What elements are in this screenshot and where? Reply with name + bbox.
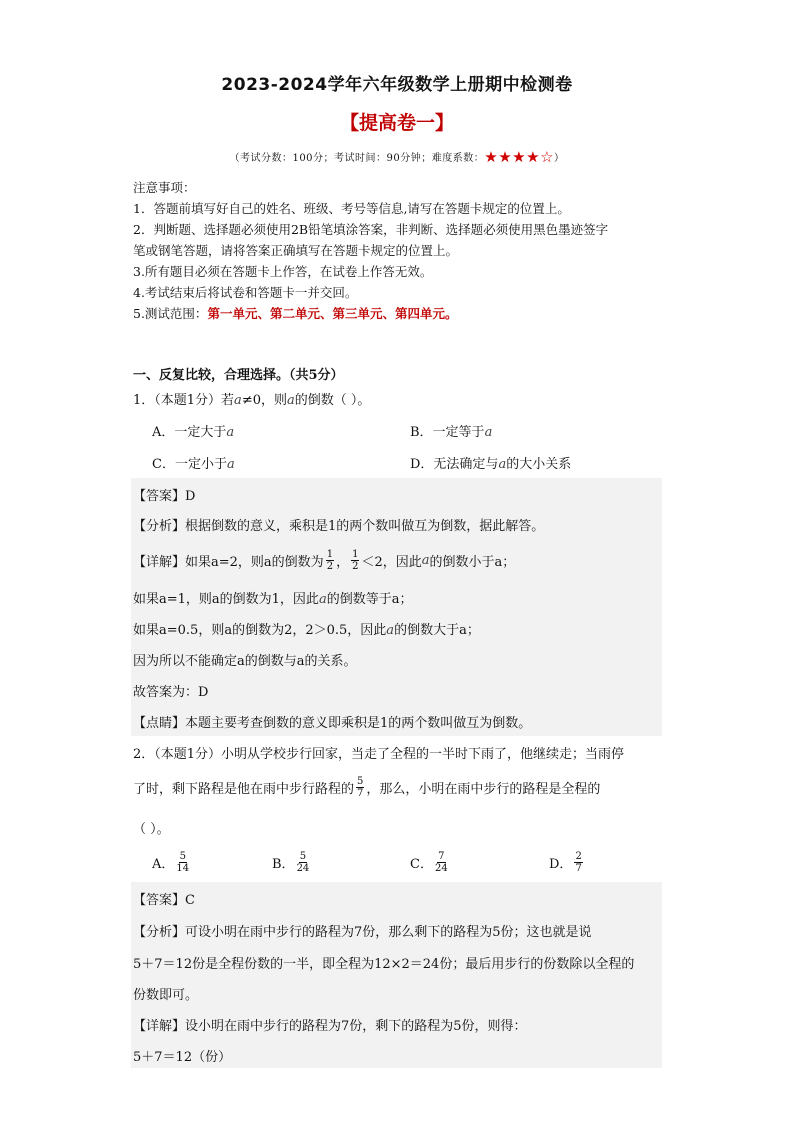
q1-option-d: D．无法确定与a的大小关系	[410, 457, 572, 472]
meta-prefix: （考试分数：100分；考试时间：90分钟；难度系数：	[229, 153, 485, 164]
q2-stem-line-1: 2．（本题1分）小明从学校步行回家，当走了全程的一半时下雨了，他继续走；当雨停	[133, 747, 625, 762]
q2-option-a: A． $\frac{5}{14}$	[152, 850, 190, 874]
q2-detail-1: 【详解】设小明在雨中步行的路程为7份，剩下的路程为5份，则得：	[133, 1019, 527, 1034]
q2-analysis-3: 份数即可。	[133, 988, 199, 1003]
scope-value: 第一单元、第二单元、第三单元、第四单元。	[207, 306, 458, 321]
exam-title: 2023-2024学年六年级数学上册期中检测卷	[221, 75, 573, 95]
q2-solution-panel	[131, 882, 662, 1068]
note-item-1: 1．答题前填写好自己的姓名、班级、考号等信息,请写在答题卡规定的位置上。	[133, 201, 570, 216]
star-filled-icon: ★	[484, 148, 499, 166]
q1-stem: 1．（本题1分）若a≠0，则a的倒数（ ）。	[133, 393, 371, 408]
q1-detail-2: 如果a=1，则a的倒数为1，因此a的倒数等于a；	[133, 592, 413, 607]
exam-subtitle: 【提高卷一】	[339, 112, 454, 134]
note-item-2-cont: 笔或钢笔答题，请将答案正确填写在答题卡规定的位置上。	[133, 243, 459, 258]
meta-suffix: ）	[554, 153, 565, 164]
exam-meta	[0, 148, 794, 166]
q2-analysis-1: 【分析】可设小明在雨中步行的路程为7份，那么剩下的路程为5份；这也就是说	[133, 925, 592, 940]
note-item-4: 4.考试结束后将试卷和答题卡一并交回。	[133, 285, 358, 300]
q2-option-b: B． $\frac{5}{24}$	[272, 850, 310, 874]
q1-option-a: A．一定大于a	[152, 425, 235, 440]
star-filled-icon: ★	[526, 148, 541, 166]
q2-analysis-2: 5＋7＝12份是全程份数的一半，即全程为12×2＝24份；最后用步行的份数除以全程的	[133, 957, 635, 972]
q1-analysis: 【分析】根据倒数的意义，乘积是1的两个数叫做互为倒数，据此解答。	[133, 519, 545, 534]
star-filled-icon: ★	[512, 148, 527, 166]
q1-option-b: B．一定等于a	[410, 425, 493, 440]
q2-answer: 【答案】C	[133, 893, 195, 908]
q2-stem-line-2: 了时，剩下路程是他在雨中步行路程的 $\frac{5}{7}$ ，那么，小明在雨中步行的路程是全程的	[133, 775, 601, 799]
q2-option-d: D． $\frac{2}{7}$	[549, 850, 582, 874]
notes-heading: 注意事项：	[133, 180, 196, 195]
q1-option-c: C．一定小于a	[152, 457, 235, 472]
q1-detail-1: 【详解】 如果a=2，则a的倒数为 $\frac{1}{2}$ ， $\frac{1}{2}$ ＜2，因此 a 的倒数小于a；	[133, 548, 516, 572]
note-item-3: 3.所有题目必须在答题卡上作答，在试卷上作答无效。	[133, 264, 433, 279]
q2-detail-2: 5＋7＝12（份）	[133, 1050, 232, 1065]
section-heading: 一、反复比较，合理选择。（共5分）	[133, 368, 344, 383]
q2-option-c: C． $\frac{7}{24}$	[410, 850, 448, 874]
q1-detail-3: 如果a=0.5，则a的倒数为2，2＞0.5，因此a的倒数大于a；	[133, 623, 480, 638]
star-filled-icon: ★	[498, 148, 513, 166]
note-item-2: 2．判断题、选择题必须使用2B铅笔填涂答案，非判断、选择题必须使用黑色墨迹签字	[133, 222, 609, 237]
q1-comment: 【点睛】本题主要考查倒数的意义即乘积是1的两个数叫做互为倒数。	[133, 716, 532, 731]
note-item-5	[133, 304, 457, 322]
scope-label: 5.测试范围：	[133, 306, 208, 321]
q1-detail-5: 故答案为：D	[133, 685, 209, 700]
star-empty-icon: ☆	[540, 148, 555, 166]
q1-answer: 【答案】D	[133, 489, 196, 504]
q1-detail-4: 因为所以不能确定a的倒数与a的关系。	[133, 654, 357, 669]
difficulty-stars	[484, 148, 555, 166]
q2-stem-line-3: （ ）。	[133, 822, 170, 837]
